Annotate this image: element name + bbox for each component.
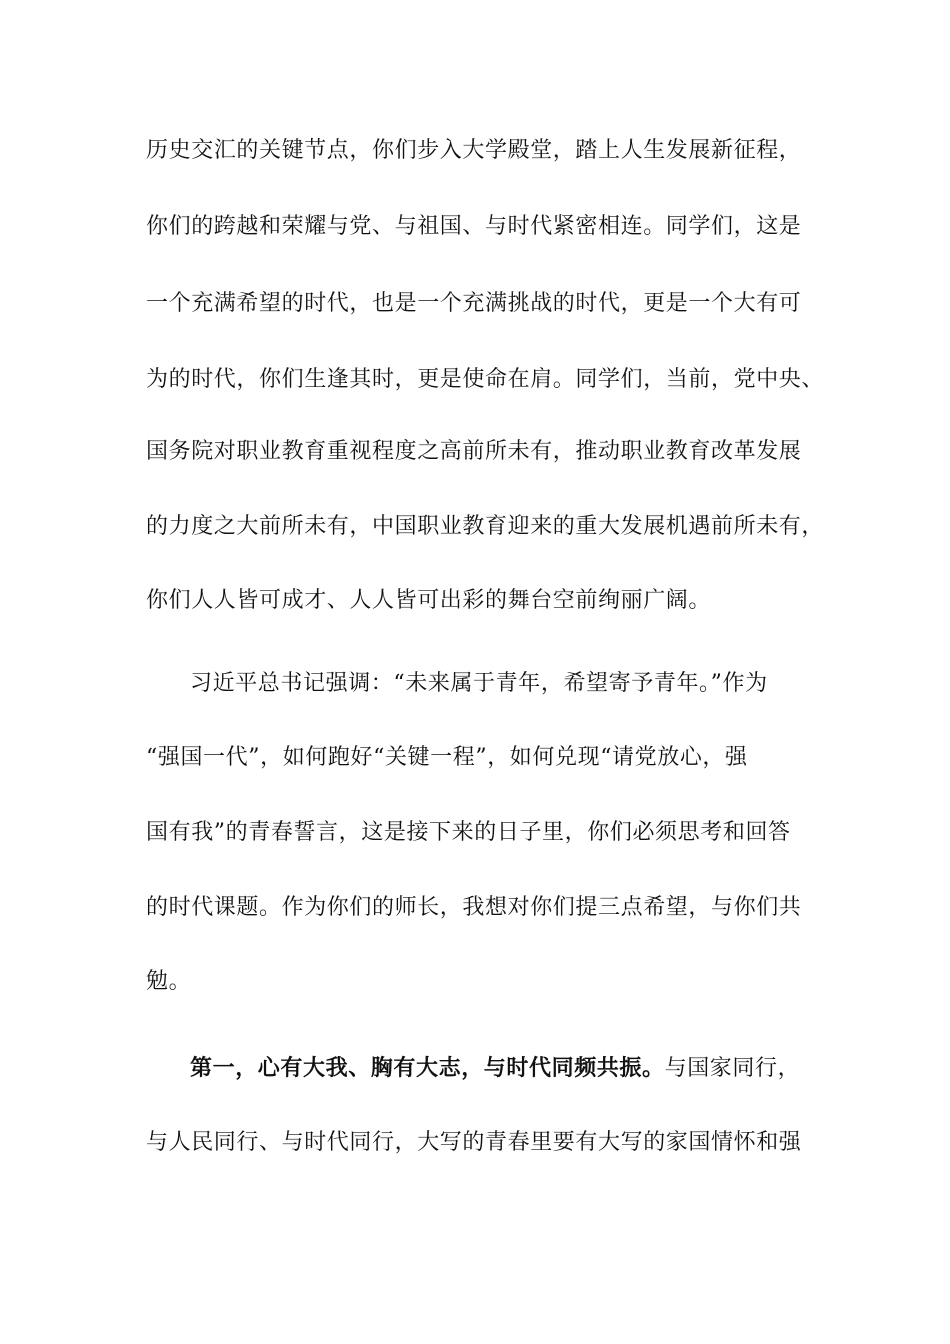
text-line [190,1053,850,1083]
section-heading: 第一，心有大我、胸有大志，与时代同频共振。 [190,1055,665,1081]
text-line: 国务院对职业教育重视程度之高前所未有，推动职业教育改革发展 [146,439,802,464]
text-span: 与国家同行， [664,1056,801,1081]
text-line: 一个充满希望的时代，也是一个充满挑战的时代，更是一个大有可 [146,291,802,316]
text-line: 你们的跨越和荣耀与党、与祖国、与时代紧密相连。同学们，这是 [146,214,802,239]
text-line: 与人民同行、与时代同行，大写的青春里要有大写的家国情怀和强 [146,1130,802,1155]
text-line: “强国一代”，如何跑好“关键一程”，如何兑现“请党放心，强 [146,745,748,770]
text-line: 国有我”的青春誓言，这是接下来的日子里，你们必须思考和回答 [146,820,791,845]
text-line: 为的时代，你们生逢其时，更是使命在肩。同学们，当前，党中央、 [146,367,825,392]
text-line: 的力度之大前所未有，中国职业教育迎来的重大发展机遇前所未有， [146,514,825,539]
text-line: 勉。 [146,969,192,994]
text-line: 习近平总书记强调：“未来属于青年，希望寄予青年。”作为 [190,671,768,696]
text-line: 历史交汇的关键节点，你们步入大学殿堂，踏上人生发展新征程， [146,138,802,163]
text-line: 你们人人皆可成才、人人皆可出彩的舞台空前绚丽广阔。 [146,588,712,613]
text-line: 的时代课题。作为你们的师长，我想对你们提三点希望，与你们共 [146,895,802,920]
